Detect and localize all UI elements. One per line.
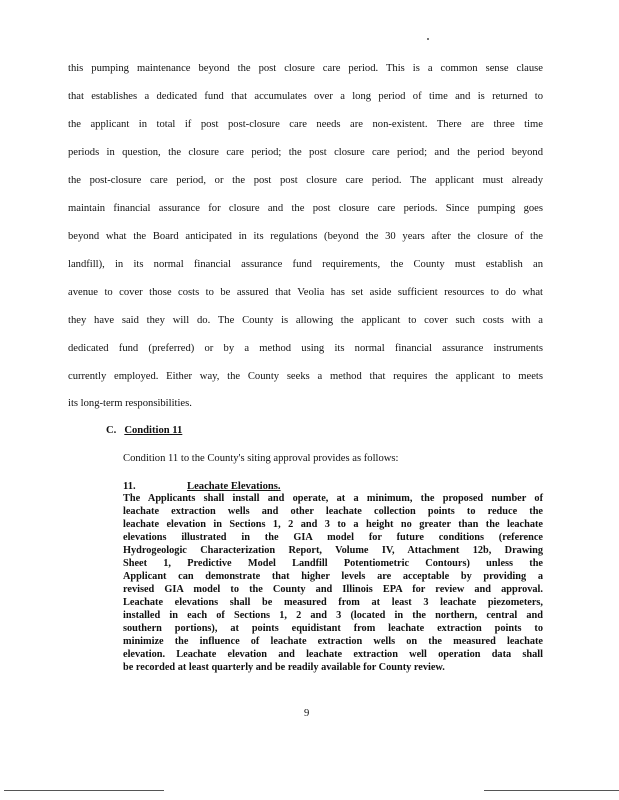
body-line: maintain financial assurance for closure and the post closure care periods. Since pumping goes [68, 203, 543, 214]
body-line: that establishes a dedicated fund that accumulates over a long period of time and is returned to [68, 91, 543, 102]
body-line: landfill), in its normal financial assurance fund requirements, the County must establish an [68, 259, 543, 270]
condition-title: Leachate Elevations. [187, 481, 281, 492]
body-line: currently employed. Either way, the County seeks a method that requires the applicant to meets [68, 371, 543, 382]
section-heading [106, 425, 182, 436]
condition-heading [123, 481, 281, 492]
quote-line: leachate extraction wells and other leachate collection points to reduce the [123, 506, 543, 517]
quote-line: The Applicants shall install and operate, at a minimum, the proposed number of [123, 493, 543, 504]
quote-line: Sheet 1, Predictive Model Landfill Potentiometric Contours) unless the [123, 558, 543, 569]
body-line: they have said they will do. The County is allowing the applicant to cover such costs with a [68, 315, 543, 326]
page-number: 9 [304, 708, 310, 719]
quote-line: southern portions), at points equidistant from leachate extraction points to [123, 623, 543, 634]
footer-rule-left [4, 790, 164, 791]
quote-line: minimize the influence of leachate extraction wells on the measured leachate [123, 636, 543, 647]
quote-line: Leachate elevations shall be measured from at least 3 leachate piezometers, [123, 597, 543, 608]
footer-rule-right [484, 790, 619, 791]
quote-line: be recorded at least quarterly and be readily available for County review. [123, 662, 445, 673]
quote-line: Hydrogeologic Characterization Report, Volume IV, Attachment 12b, Drawing [123, 545, 543, 556]
quote-line: elevations illustrated in the GIA model for future conditions (reference [123, 532, 543, 543]
body-line: avenue to cover those costs to be assured that Veolia has set aside sufficient resources to do what [68, 287, 543, 298]
body-line: the post-closure care period, or the post post closure care period. The applicant must already [68, 175, 543, 186]
quote-line: leachate elevation in Sections 1, 2 and 3 to a height no greater than the leachate [123, 519, 543, 530]
quote-line: elevation. Leachate elevation and leachate extraction well operation data shall [123, 649, 543, 660]
section-letter: C. [106, 425, 117, 436]
body-line: beyond what the Board anticipated in its regulations (beyond the 30 years after the closure of the [68, 231, 543, 242]
intro-text: Condition 11 to the County's siting approval provides as follows: [123, 453, 399, 464]
body-line: periods in question, the closure care period; the post closure care period; and the period beyond [68, 147, 543, 158]
quote-line: Applicant can demonstrate that higher levels are acceptable by providing a [123, 571, 543, 582]
quote-line: installed in each of Sections 1, 2 and 3 (located in the northern, central and [123, 610, 543, 621]
body-line: dedicated fund (preferred) or by a method using its normal financial assurance instruments [68, 343, 543, 354]
section-title: Condition 11 [124, 425, 183, 436]
body-line: this pumping maintenance beyond the post closure care period. This is a common sense clause [68, 63, 543, 74]
quote-line: revised GIA model to the County and Illinois EPA for review and approval. [123, 584, 543, 595]
scan-speck [427, 38, 429, 40]
body-line: its long-term responsibilities. [68, 398, 192, 409]
body-line: the applicant in total if post post-closure care needs are non-existent. There are three time [68, 119, 543, 130]
condition-number: 11. [123, 481, 136, 492]
